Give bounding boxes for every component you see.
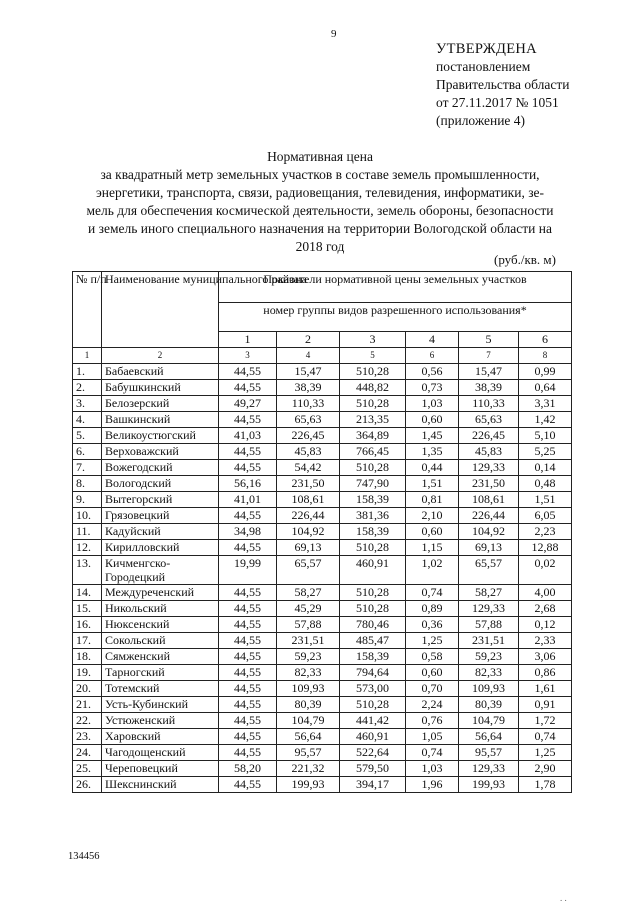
- price-value: 15,47: [277, 364, 340, 380]
- district-name: Великоустюгский: [102, 428, 219, 444]
- price-value: 2,23: [519, 524, 572, 540]
- district-name: Устюженский: [102, 713, 219, 729]
- price-value: 80,39: [277, 697, 340, 713]
- table-row: [73, 585, 572, 601]
- price-value: 158,39: [340, 649, 406, 665]
- price-value: 57,88: [277, 617, 340, 633]
- table-row: [73, 745, 572, 761]
- row-number: 18.: [73, 649, 102, 665]
- district-name: Белозерский: [102, 396, 219, 412]
- price-value: 1,15: [406, 540, 459, 556]
- price-value: 394,17: [340, 777, 406, 793]
- header-group: номер группы видов разрешенного использования*: [219, 303, 572, 332]
- price-value: 12,88: [519, 540, 572, 556]
- row-number: 17.: [73, 633, 102, 649]
- price-value: 59,23: [459, 649, 519, 665]
- table-row: [73, 713, 572, 729]
- price-value: 110,33: [277, 396, 340, 412]
- column-index: 4: [277, 348, 340, 364]
- price-value: 231,50: [277, 476, 340, 492]
- price-value: 1,96: [406, 777, 459, 793]
- price-value: 1,61: [519, 681, 572, 697]
- price-value: 56,16: [219, 476, 277, 492]
- price-value: 1,51: [519, 492, 572, 508]
- price-value: 1,42: [519, 412, 572, 428]
- row-number: 23.: [73, 729, 102, 745]
- price-value: 0,86: [519, 665, 572, 681]
- price-value: 0,58: [406, 649, 459, 665]
- price-value: 44,55: [219, 444, 277, 460]
- header-indicators: Показатели нормативной цены земельных участков: [219, 272, 572, 303]
- price-value: 44,55: [219, 665, 277, 681]
- price-value: 510,28: [340, 697, 406, 713]
- price-value: 231,51: [459, 633, 519, 649]
- district-name: Вытегорский: [102, 492, 219, 508]
- row-number: 22.: [73, 713, 102, 729]
- price-value: 95,57: [277, 745, 340, 761]
- price-value: 0,74: [406, 745, 459, 761]
- table-row: [73, 508, 572, 524]
- row-number: 9.: [73, 492, 102, 508]
- row-number: 4.: [73, 412, 102, 428]
- column-index: 6: [406, 348, 459, 364]
- heading-line: энергетики, транспорта, связи, радиовещания, телевидения, информатики, зе-: [95, 185, 545, 200]
- table-row: [73, 697, 572, 713]
- price-value: 381,36: [340, 508, 406, 524]
- price-value: 221,32: [277, 761, 340, 777]
- table-row: [73, 492, 572, 508]
- price-value: 44,55: [219, 601, 277, 617]
- price-value: 1,03: [406, 761, 459, 777]
- price-value: 41,03: [219, 428, 277, 444]
- column-index: 8: [519, 348, 572, 364]
- units-label: (руб./кв. м): [494, 252, 556, 267]
- district-name: Вашкинский: [102, 412, 219, 428]
- row-number: 2.: [73, 380, 102, 396]
- district-name: [102, 556, 219, 585]
- price-table: [72, 271, 572, 793]
- district-name: Бабушкинский: [102, 380, 219, 396]
- price-value: 82,33: [277, 665, 340, 681]
- row-number: 1.: [73, 364, 102, 380]
- row-number: 21.: [73, 697, 102, 713]
- price-value: 1,25: [406, 633, 459, 649]
- price-value: 0,14: [519, 460, 572, 476]
- price-value: 110,33: [459, 396, 519, 412]
- price-value: 0,76: [406, 713, 459, 729]
- row-number: 5.: [73, 428, 102, 444]
- column-index: 2: [102, 348, 219, 364]
- price-value: 441,42: [340, 713, 406, 729]
- price-value: 38,39: [277, 380, 340, 396]
- table-row: [73, 556, 572, 585]
- document-code: 134456: [68, 851, 100, 862]
- group-number: 3: [340, 332, 406, 348]
- row-number: 16.: [73, 617, 102, 633]
- row-number: 19.: [73, 665, 102, 681]
- row-number: 11.: [73, 524, 102, 540]
- price-value: 0,64: [519, 380, 572, 396]
- district-name: Харовский: [102, 729, 219, 745]
- price-value: 104,92: [277, 524, 340, 540]
- table-row: [73, 681, 572, 697]
- district-name: Вожегодский: [102, 460, 219, 476]
- table-row: [73, 633, 572, 649]
- district-name: Бабаевский: [102, 364, 219, 380]
- price-value: 2,24: [406, 697, 459, 713]
- price-value: 69,13: [277, 540, 340, 556]
- table-row: [73, 649, 572, 665]
- row-number: 8.: [73, 476, 102, 492]
- header-num: № п/п: [73, 272, 102, 348]
- price-value: 44,55: [219, 681, 277, 697]
- price-value: 522,64: [340, 745, 406, 761]
- approval-line: Правительства области: [436, 77, 570, 92]
- price-value: 58,27: [459, 585, 519, 601]
- price-value: 0,74: [519, 729, 572, 745]
- price-value: 0,74: [406, 585, 459, 601]
- price-value: 5,25: [519, 444, 572, 460]
- price-value: 1,35: [406, 444, 459, 460]
- table-row: [73, 444, 572, 460]
- approval-title: УТВЕРЖДЕНА: [436, 41, 537, 57]
- price-value: 226,45: [459, 428, 519, 444]
- district-name: Усть-Кубинский: [102, 697, 219, 713]
- price-value: 0,91: [519, 697, 572, 713]
- price-value: 2,10: [406, 508, 459, 524]
- row-number: 24.: [73, 745, 102, 761]
- column-index: 3: [219, 348, 277, 364]
- price-value: 3,06: [519, 649, 572, 665]
- district-name: Шекснинский: [102, 777, 219, 793]
- heading-line: Нормативная цена: [267, 149, 373, 164]
- row-number: 10.: [73, 508, 102, 524]
- price-value: 44,55: [219, 617, 277, 633]
- price-value: 364,89: [340, 428, 406, 444]
- price-value: 0,99: [519, 364, 572, 380]
- price-value: 44,55: [219, 460, 277, 476]
- heading-line: 2018 год: [295, 239, 345, 254]
- price-value: 44,55: [219, 540, 277, 556]
- price-value: 49,27: [219, 396, 277, 412]
- price-value: 231,50: [459, 476, 519, 492]
- price-value: 104,92: [459, 524, 519, 540]
- price-value: 766,45: [340, 444, 406, 460]
- price-value: 0,70: [406, 681, 459, 697]
- column-index: 7: [459, 348, 519, 364]
- heading-line: за квадратный метр земельных участков в составе земель промышленности,: [100, 167, 540, 182]
- price-value: 485,47: [340, 633, 406, 649]
- price-value: 0,73: [406, 380, 459, 396]
- price-value: 44,55: [219, 729, 277, 745]
- district-name: Верховажский: [102, 444, 219, 460]
- price-value: 104,79: [277, 713, 340, 729]
- document-heading: [60, 148, 580, 256]
- row-number: 15.: [73, 601, 102, 617]
- price-value: 57,88: [459, 617, 519, 633]
- district-name: Никольский: [102, 601, 219, 617]
- price-value: 45,83: [277, 444, 340, 460]
- price-value: 65,63: [459, 412, 519, 428]
- approval-stamp: [436, 40, 569, 130]
- price-value: 510,28: [340, 585, 406, 601]
- price-value: 41,01: [219, 492, 277, 508]
- price-value: 0,48: [519, 476, 572, 492]
- price-value: 510,28: [340, 540, 406, 556]
- table-row: [73, 601, 572, 617]
- approval-line: постановлением: [436, 59, 531, 74]
- table-row: [73, 777, 572, 793]
- price-value: 747,90: [340, 476, 406, 492]
- price-value: 44,55: [219, 713, 277, 729]
- price-value: 1,02: [406, 556, 459, 585]
- price-value: 199,93: [459, 777, 519, 793]
- price-value: 0,12: [519, 617, 572, 633]
- price-value: 80,39: [459, 697, 519, 713]
- price-value: 1,05: [406, 729, 459, 745]
- price-value: 104,79: [459, 713, 519, 729]
- district-name: Тарногский: [102, 665, 219, 681]
- table-row: [73, 364, 572, 380]
- price-value: 199,93: [277, 777, 340, 793]
- price-value: 44,55: [219, 380, 277, 396]
- price-value: 54,42: [277, 460, 340, 476]
- price-value: 158,39: [340, 524, 406, 540]
- price-value: 108,61: [277, 492, 340, 508]
- district-name: Тотемский: [102, 681, 219, 697]
- price-value: 45,29: [277, 601, 340, 617]
- price-value: 579,50: [340, 761, 406, 777]
- price-value: 231,51: [277, 633, 340, 649]
- price-value: 0,02: [519, 556, 572, 585]
- table-row: [73, 460, 572, 476]
- table-row: [73, 428, 572, 444]
- group-number: 5: [459, 332, 519, 348]
- heading-line: и земель иного специального назначения на территории Вологодской области на: [88, 221, 552, 236]
- page-number: 9: [331, 28, 337, 40]
- row-number: 20.: [73, 681, 102, 697]
- price-value: 0,89: [406, 601, 459, 617]
- price-value: 129,33: [459, 460, 519, 476]
- district-name: Грязовецкий: [102, 508, 219, 524]
- price-value: 0,36: [406, 617, 459, 633]
- price-value: 44,55: [219, 649, 277, 665]
- price-value: 56,64: [277, 729, 340, 745]
- price-value: 226,44: [277, 508, 340, 524]
- group-number: 6: [519, 332, 572, 348]
- price-value: 0,81: [406, 492, 459, 508]
- price-value: 0,60: [406, 412, 459, 428]
- price-value: 69,13: [459, 540, 519, 556]
- header-name: Наименование муниципального района: [102, 272, 219, 348]
- price-value: 5,10: [519, 428, 572, 444]
- group-number: 4: [406, 332, 459, 348]
- price-value: 44,55: [219, 745, 277, 761]
- price-value: 44,55: [219, 412, 277, 428]
- price-value: 38,39: [459, 380, 519, 396]
- price-value: 129,33: [459, 601, 519, 617]
- price-value: 573,00: [340, 681, 406, 697]
- price-value: 2,33: [519, 633, 572, 649]
- price-value: 448,82: [340, 380, 406, 396]
- row-number: 6.: [73, 444, 102, 460]
- price-value: 34,98: [219, 524, 277, 540]
- price-value: 510,28: [340, 364, 406, 380]
- price-value: 45,83: [459, 444, 519, 460]
- price-value: 794,64: [340, 665, 406, 681]
- price-value: 15,47: [459, 364, 519, 380]
- price-value: 44,55: [219, 633, 277, 649]
- table-row: [73, 761, 572, 777]
- price-value: 1,72: [519, 713, 572, 729]
- price-value: 226,44: [459, 508, 519, 524]
- price-value: 108,61: [459, 492, 519, 508]
- price-value: 0,60: [406, 524, 459, 540]
- district-name: Сямженский: [102, 649, 219, 665]
- price-value: 780,46: [340, 617, 406, 633]
- price-value: 58,27: [277, 585, 340, 601]
- district-name: Чагодощенский: [102, 745, 219, 761]
- price-value: 460,91: [340, 729, 406, 745]
- price-value: 1,45: [406, 428, 459, 444]
- district-name: Кадуйский: [102, 524, 219, 540]
- approval-line: (приложение 4): [436, 113, 526, 128]
- price-value: 1,78: [519, 777, 572, 793]
- district-name: Вологодский: [102, 476, 219, 492]
- price-value: 44,55: [219, 697, 277, 713]
- price-value: 56,64: [459, 729, 519, 745]
- price-value: 213,35: [340, 412, 406, 428]
- price-value: 65,63: [277, 412, 340, 428]
- price-value: 109,93: [459, 681, 519, 697]
- price-value: 460,91: [340, 556, 406, 585]
- price-value: 44,55: [219, 364, 277, 380]
- column-index: 5: [340, 348, 406, 364]
- column-index: 1: [73, 348, 102, 364]
- price-value: 3,31: [519, 396, 572, 412]
- table-row: [73, 665, 572, 681]
- district-name: Междуреченский: [102, 585, 219, 601]
- group-number: 2: [277, 332, 340, 348]
- price-value: 0,44: [406, 460, 459, 476]
- row-number: 3.: [73, 396, 102, 412]
- district-name: Кирилловский: [102, 540, 219, 556]
- price-value: 6,05: [519, 508, 572, 524]
- row-number: 26.: [73, 777, 102, 793]
- price-value: 4,00: [519, 585, 572, 601]
- price-value: 44,55: [219, 777, 277, 793]
- price-value: 510,28: [340, 601, 406, 617]
- heading-line: мель для обеспечения космической деятельности, земель обороны, безопасности: [86, 203, 554, 218]
- price-value: 1,03: [406, 396, 459, 412]
- price-value: 1,51: [406, 476, 459, 492]
- price-value: 59,23: [277, 649, 340, 665]
- table-row: [73, 396, 572, 412]
- row-number: 14.: [73, 585, 102, 601]
- price-value: 95,57: [459, 745, 519, 761]
- price-value: 1,25: [519, 745, 572, 761]
- price-value: 44,55: [219, 508, 277, 524]
- group-number: 1: [219, 332, 277, 348]
- district-name: Сокольский: [102, 633, 219, 649]
- price-value: 158,39: [340, 492, 406, 508]
- table-row: [73, 540, 572, 556]
- row-number: 7.: [73, 460, 102, 476]
- column-index-row: [73, 348, 572, 364]
- table-row: [73, 729, 572, 745]
- district-name-line: Кичменгско-: [105, 556, 171, 570]
- price-value: 109,93: [277, 681, 340, 697]
- price-value: 65,57: [459, 556, 519, 585]
- price-value: 58,20: [219, 761, 277, 777]
- table-row: [73, 476, 572, 492]
- table-row: [73, 380, 572, 396]
- row-number: 25.: [73, 761, 102, 777]
- price-value: 0,60: [406, 665, 459, 681]
- row-number: 13.: [73, 556, 102, 585]
- price-value: 2,90: [519, 761, 572, 777]
- price-value: 510,28: [340, 396, 406, 412]
- price-value: 19,99: [219, 556, 277, 585]
- price-value: 129,33: [459, 761, 519, 777]
- approval-line: от 27.11.2017 № 1051: [436, 95, 559, 110]
- price-value: 226,45: [277, 428, 340, 444]
- district-name: Череповецкий: [102, 761, 219, 777]
- footer-dots: . .: [560, 893, 567, 903]
- price-value: 65,57: [277, 556, 340, 585]
- table-row: [73, 412, 572, 428]
- price-value: 510,28: [340, 460, 406, 476]
- price-value: 0,56: [406, 364, 459, 380]
- price-value: 44,55: [219, 585, 277, 601]
- row-number: 12.: [73, 540, 102, 556]
- table-row: [73, 524, 572, 540]
- district-name-line: Городецкий: [105, 570, 166, 584]
- price-value: 2,68: [519, 601, 572, 617]
- table-row: [73, 617, 572, 633]
- district-name: Нюксенский: [102, 617, 219, 633]
- price-value: 82,33: [459, 665, 519, 681]
